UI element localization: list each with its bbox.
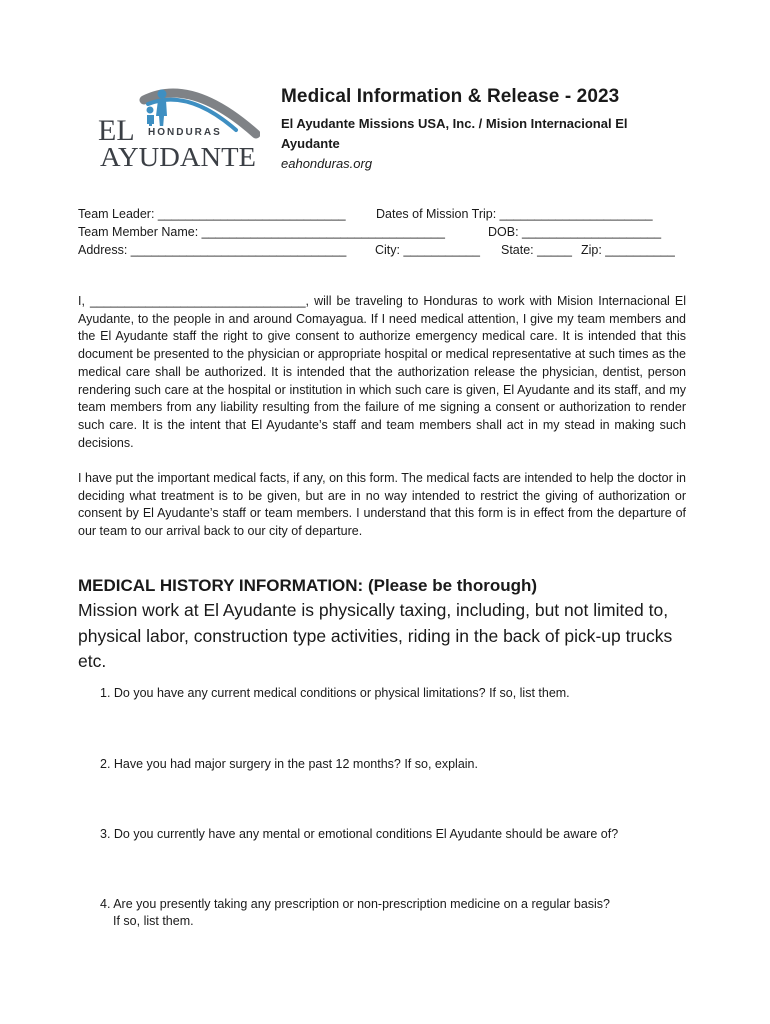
team-leader-field[interactable]: Team Leader: ___________________________ — [78, 207, 346, 221]
zip-field[interactable]: Zip: __________ — [581, 243, 675, 257]
el-ayudante-logo — [96, 82, 260, 170]
field-row-leader — [78, 205, 688, 223]
question-3: 3. Do you currently have any mental or emotional conditions El Ayudante should be aware of? — [100, 827, 619, 841]
field-row-member — [78, 223, 688, 241]
document-header — [281, 86, 651, 174]
logo-ayudante-text: AYUDANTE — [100, 142, 256, 170]
document-title: Medical Information & Release - 2023 — [281, 86, 620, 107]
question-1: 1. Do you have any current medical conditions or physical limitations? If so, list them. — [100, 686, 570, 700]
address-field[interactable]: Address: _______________________________ — [78, 243, 347, 257]
logo-graphic — [96, 82, 260, 170]
logo-country-text: HONDURAS — [148, 127, 222, 138]
member-name-field[interactable]: Team Member Name: ___________________________________ — [78, 225, 445, 239]
field-row-address — [78, 241, 688, 259]
logo-child-head — [147, 107, 154, 114]
question-4-continuation: If so, list them. — [113, 914, 194, 928]
dob-field[interactable]: DOB: ____________________ — [488, 225, 662, 239]
state-field[interactable]: State: _____ — [501, 243, 572, 257]
participant-fields — [78, 205, 688, 259]
medical-facts-paragraph: I have put the important medical facts, if any, on this form. The medical facts are intended to help the doctor in deciding what treatment is to be given, but are in no way intended to restrict the giving of authorization or consent by El Ayudante’s staff or team members. I understand that this form is in effect from the departure of our team to our arrival back to our city of departure. — [78, 471, 686, 539]
logo-adult-body — [156, 100, 167, 128]
website-link[interactable]: eahonduras.org — [281, 156, 373, 171]
release-paragraph: I, _______________________________, will be traveling to Honduras to work with Mision Internacional El Ayudante, to the people in and around Comayagua. If I need medical attention, I give my team members and the El Ayudante staff the right to give consent to authorize emergency medical care. It is intended that this document be presented to the physician or appropriate hospital or medical representative at such times as the medical care shall be authorized. It is intended that the authorization release the physician, dentist, person rendering such care at the hospital or institution in which such care is given, El Ayudante and its staff, and my team members from any liability resulting from the failure of me signing a consent or authorization to render such care. It is the intent that El Ayudante’s staff and team members shall act in my stead in making such decisions. — [78, 294, 686, 450]
question-4 — [100, 896, 690, 930]
medical-history-section — [78, 574, 698, 675]
question-2: 2. Have you had major surgery in the past 12 months? If so, explain. — [100, 757, 478, 771]
section-heading: MEDICAL HISTORY INFORMATION: (Please be thorough) — [78, 576, 538, 595]
section-subheading: Mission work at El Ayudante is physically taxing, including, but not limited to, physical labor, construction type activities, riding in the back of pick-up trucks etc. — [78, 600, 673, 671]
city-field[interactable]: City: ___________ — [375, 243, 480, 257]
logo-adult-head — [158, 90, 167, 99]
question-4-text: 4. Are you presently taking any prescription or non-prescription medicine on a regular basis? — [100, 897, 610, 911]
organization-name: El Ayudante Missions USA, Inc. / Mision Internacional El Ayudante — [281, 116, 628, 151]
logo-el-text: EL — [98, 114, 135, 147]
mission-dates-field[interactable]: Dates of Mission Trip: ______________________ — [376, 207, 653, 221]
